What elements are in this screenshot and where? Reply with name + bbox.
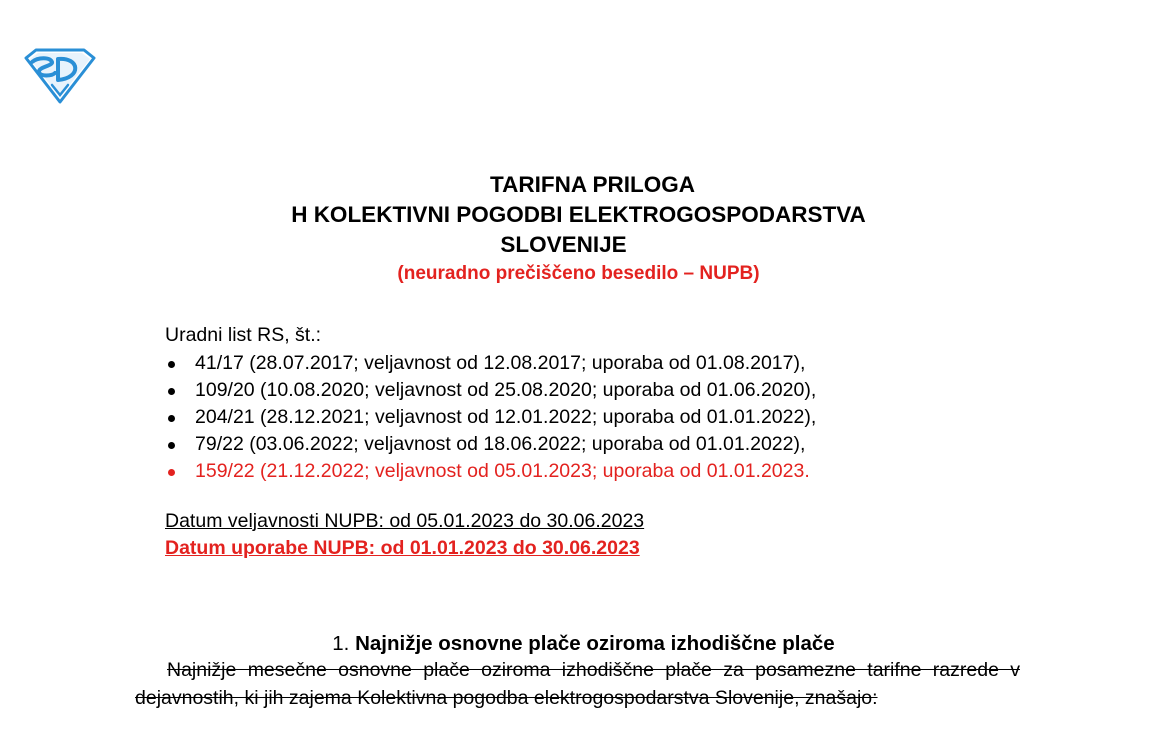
gazette-references — [165, 322, 816, 485]
bullet-icon — [168, 415, 175, 422]
struck-paragraph: Najnižje mesečne osnovne plače oziroma izhodiščne plače za posamezne tarifne razrede v dejavnostih, ki jih zajema Kolektivna pogodba elektrogospodarstva Slovenije, znašajo: — [135, 659, 1020, 709]
title-line-2: H KOLEKTIVNI POGODBI ELEKTROGOSPODARSTVA — [291, 202, 866, 227]
section-number: 1. — [332, 632, 350, 655]
title-line-3: SLOVENIJE — [500, 232, 627, 257]
title-line-1: TARIFNA PRILOGA — [490, 172, 695, 197]
bullet-icon — [168, 361, 175, 368]
document-subtitle: (neuradno prečiščeno besedilo – NUPB) — [397, 263, 760, 284]
gazette-item: 41/17 (28.07.2017; veljavnost od 12.08.2017; uporaba od 01.08.2017), — [165, 350, 816, 377]
validity-date-line: Datum veljavnosti NUPB: od 05.01.2023 do 30.06.2023 — [165, 510, 645, 532]
gazette-item: 204/21 (28.12.2021; veljavnost od 12.01.2022; uporaba od 01.01.2022), — [165, 404, 816, 431]
gazette-label: Uradni list RS, št.: — [165, 324, 322, 346]
gazette-item: 79/22 (03.06.2022; veljavnost od 18.06.2022; uporaba od 01.01.2022), — [165, 431, 816, 458]
section-title: Najnižje osnovne plače oziroma izhodiščne plače — [355, 632, 835, 655]
validity-dates — [165, 508, 644, 562]
application-date-line: Datum uporabe NUPB: od 01.01.2023 do 30.06.2023 — [165, 537, 640, 559]
gazette-item: 109/20 (10.08.2020; veljavnost od 25.08.2020; uporaba od 01.06.2020), — [165, 377, 816, 404]
bullet-icon — [168, 469, 175, 476]
sd-shield-logo-icon — [22, 48, 96, 104]
section-heading — [0, 632, 1157, 656]
bullet-icon — [168, 388, 175, 395]
bullet-icon — [168, 442, 175, 449]
document-title — [0, 170, 1157, 289]
gazette-list — [165, 350, 816, 485]
gazette-item: 159/22 (21.12.2022; veljavnost od 05.01.2023; uporaba od 01.01.2023. — [165, 458, 816, 485]
